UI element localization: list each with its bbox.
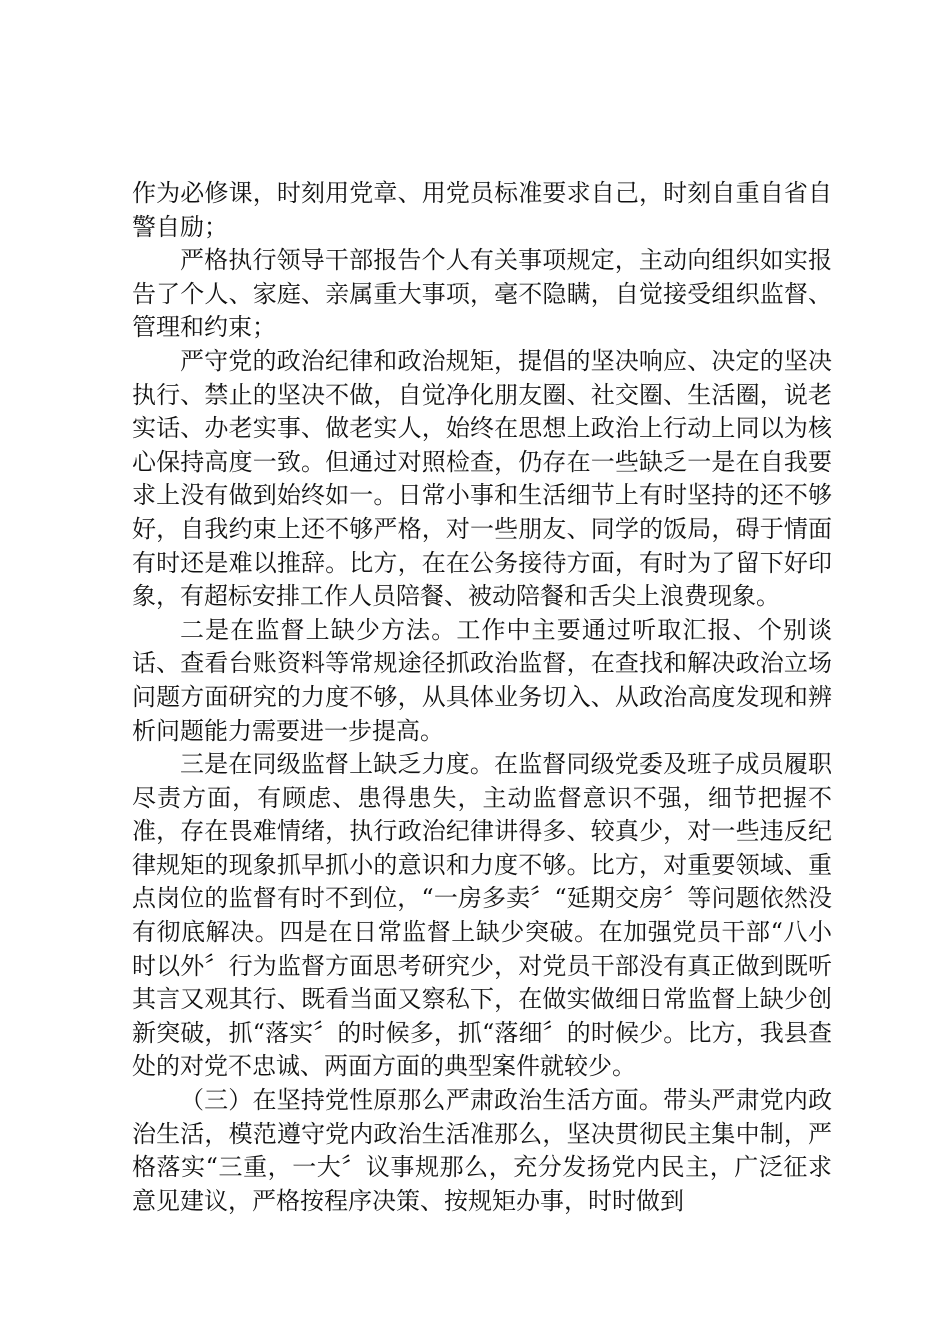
- paragraph-3: 严守党的政治纪律和政治规矩，提倡的坚决响应、决定的坚决执行、禁止的坚决不做，自觉净化朋友圈、社交圈、生活圈，说老实话、办老实事、做老实人，始终在思想上政治上行动上同以为核心保持高度一致。但通过对照检查，仍存在一些缺乏一是在自我要求上没有做到始终如一。日常小事和生活细节上有时坚持的还不够好，自我约束上还不够严格，对一些朋友、同学的饭局，碍于情面有时还是难以推辞。比方，在在公务接待方面，有时为了留下好印象，有超标安排工作人员陪餐、被动陪餐和舌尖上浪费现象。: [132, 346, 832, 611]
- paragraph-1: 作为必修课，时刻用党章、用党员标准要求自己，时刻自重自省自警自励；: [132, 179, 832, 241]
- document-body: [132, 177, 832, 1218]
- paragraph-2: 严格执行领导干部报告个人有关事项规定，主动向组织如实报告了个人、家庭、亲属重大事项，毫不隐瞒，自觉接受组织监督、管理和约束；: [132, 246, 832, 342]
- paragraph-4: 二是在监督上缺少方法。工作中主要通过听取汇报、个别谈话、查看台账资料等常规途径抓政治监督，在查找和解决政治立场问题方面研究的力度不够，从具体业务切入、从政治高度发现和辨析问题能力需要进一步提高。: [132, 615, 832, 745]
- paragraph-5: 三是在同级监督上缺乏力度。在监督同级党委及班子成员履职尽责方面，有顾虑、患得患失，主动监督意识不强，细节把握不准，存在畏难情绪，执行政治纪律讲得多、较真少，对一些违反纪律规矩的现象抓早抓小的意识和力度不够。比方，对重要领域、重点岗位的监督有时不到位，“一房多卖〞“延期交房〞等问题依然没有彻底解决。四是在日常监督上缺少突破。在加强党员干部“八小时以外〞行为监督方面思考研究少，对党员干部没有真正做到既听其言又观其行、既看当面又察私下，在做实做细日常监督上缺少创新突破，抓“落实〞的时候多，抓“落细〞的时候少。比方，我县查处的对党不忠诚、两面方面的典型案件就较少。: [132, 750, 832, 1081]
- paragraph-6: （三）在坚持党性原那么严肃政治生活方面。带头严肃党内政治生活，模范遵守党内政治生活准那么，坚决贯彻民主集中制，严格落实“三重，一大〞议事规那么，充分发扬党内民主，广泛征求意见建议，严格按程序决策、按规矩办事，时时做到: [132, 1086, 832, 1215]
